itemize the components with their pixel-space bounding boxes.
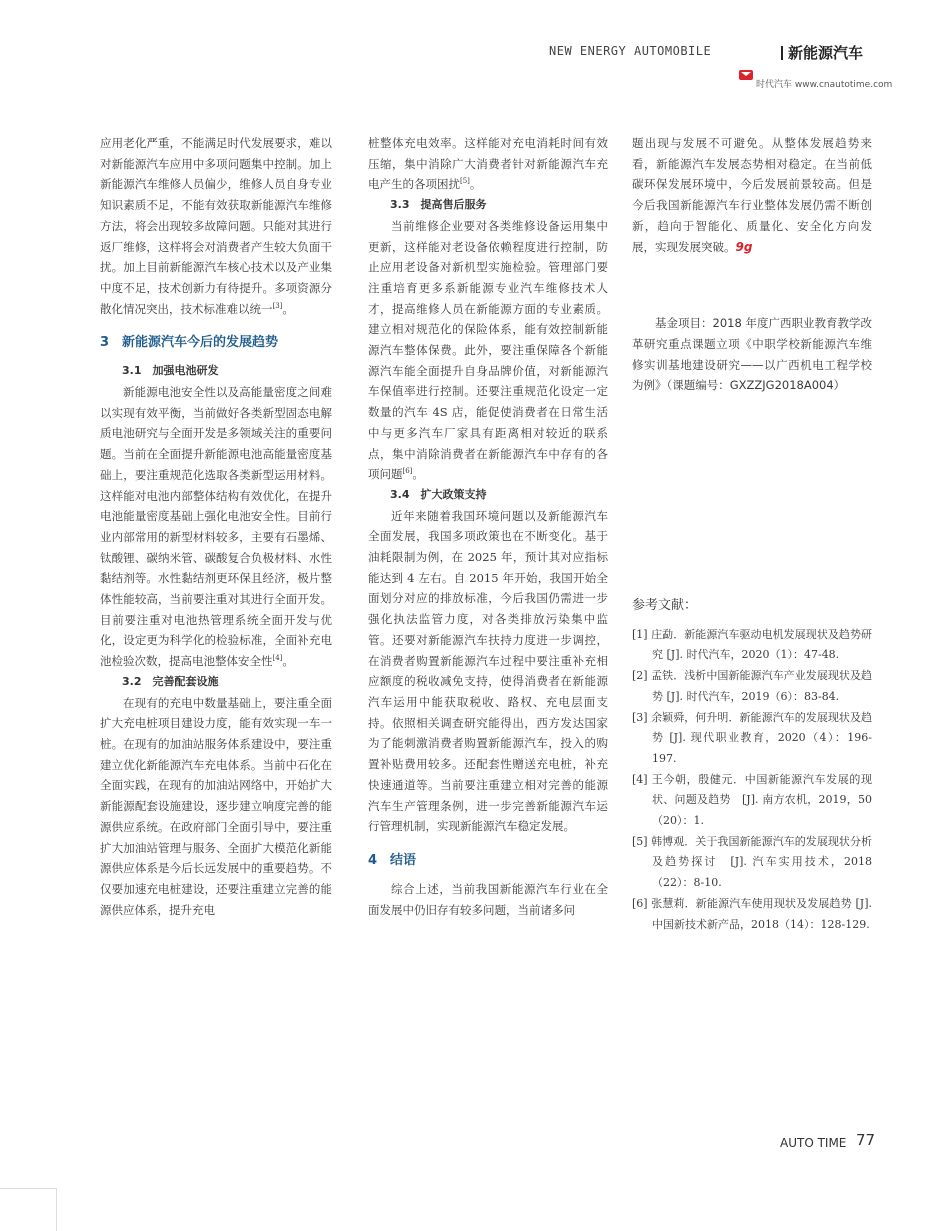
paragraph-end: 。 — [469, 177, 482, 192]
paragraph — [368, 216, 608, 485]
subsection-heading-3-3: 3.3 提高售后服务 — [390, 198, 487, 212]
subsection-heading-3-2: 3.2 完善配套设施 — [122, 674, 219, 688]
citation: [5] — [460, 177, 470, 186]
reference-item: [1] 庄勐．新能源汽车驱动电机发展现状及趋势研究 [J]. 时代汽车，2020（1）：47-48. — [632, 627, 872, 662]
paragraph-text: 当前维修企业要对各类维修设备运用集中更新，这样能对老设备依赖程度进行控制，防止应用老设备对新机型实施检验。管理部门要注重培育更多系新能源专业汽车维修技术人才，提高维修人员在新能源方面的专业素质。建立相对规范化的保险体系，能有效控制新能源汽车整体保费。此外，要注重保障各个新能源汽车能全面提升自身品牌价值，对新能源汽车保值率进行控制。还要注重规范化设定一定数量的汽车 4S 店，能促使消费者在日常生活中与更多汽车厂家具有距离相对较近的联系点，集中消除消费者在新能源汽车中存有的各项问题 — [368, 218, 608, 482]
paragraph — [100, 133, 332, 319]
paragraph-end: 。 — [282, 654, 294, 669]
page-number: 77 — [856, 1131, 876, 1149]
paragraph-text: 新能源电池安全性以及高能量密度之间难以实现有效平衡，当前做好各类新型固态电解质电池研究与全面开发是多领域关注的重要问题。当前在全面提升新能源电池高能量密度基础上，要注重规范化选取各类新型运用材料。这样能对电池内部整体结构有效优化，在提升电池能量密度基础上强化电池安全性。目前行业内部常用的新型材料较多，主要有石墨烯、钛酸锂、碳纳米管、碳酸复合负极材料、水性黏结剂等。水性黏结剂更环保且经济，极片整体性能较高，当前要注重对其进行全面开发。目前要注重对电池热管理系统全面开发与优化，设定更为科学化的检验标准，全面补充电池检验次数，提高电池整体安全性 — [100, 385, 332, 669]
paragraph-end: 。 — [412, 467, 424, 482]
reference-item: [5] 韩博观．关于我国新能源汽车的发展现状分析及趋势探讨 [J]. 汽车实用技术，2018（22）：8-10. — [632, 834, 872, 890]
paragraph — [100, 382, 332, 672]
section-heading-4: 4 结语 — [368, 852, 417, 868]
paragraph — [632, 133, 872, 257]
end-mark-icon: 9g — [735, 239, 753, 254]
header-divider — [781, 46, 783, 60]
header-site: 时代汽车 www.cnautotime.com — [756, 80, 893, 90]
references-title: 参考文献： — [632, 598, 698, 614]
subsection-heading-3-4: 3.4 扩大政策支持 — [390, 487, 487, 501]
paragraph-end: 。 — [282, 301, 294, 316]
paragraph: 近年来随着我国环境问题以及新能源汽车全面发展，我国多项政策也在不断变化。基于油耗限制为例，在 2025 年，预计其对应指标能达到 4 左右。自 2015 年开始，我国开始全面划分对应的排放标准，今后我国仍需进一步强化执法监管力度，对各类排放污染集中监管。还要对新能源汽车扶持力度进一步调控，在消费者购置新能源汽车过程中要注重补充相应额度的税收减免支持，使得消费者在新能源汽车运用中能获取税收、路权、充电层面支持。依照相关调查研究能得出，西方发达国家为了能刺激消费者购置新能源汽车，投入的购置补贴费用较多。还配套性赠送充电桩，补充快速通道等。当前要注重建立相对完善的能源汽车生产管理条例，进一步完善新能源汽车运行管理机制，实现新能源汽车稳定发展。 — [368, 508, 608, 834]
column-2 — [368, 133, 608, 920]
header-chinese-title: 新能源汽车 — [788, 44, 864, 62]
reference-item: [3] 余颖舜，何升明．新能源汽车的发展现状及趋势 [J]. 现代职业教育，2020（4）：196-197. — [632, 710, 872, 765]
paragraph: 综合上述，当前我国新能源汽车行业在全面发展中仍旧存有较多问题，当前诸多问 — [368, 881, 608, 917]
column-1 — [100, 133, 332, 920]
section-heading-3: 3 新能源汽车今后的发展趋势 — [100, 335, 279, 351]
fund-note: 基金项目：2018 年度广西职业教育教学改革研究重点课题立项《中职学校新能源汽车维修实训基地建设研究——以广西机电工程学校为例》（课题编号：GXZZJG2018A004） — [632, 316, 872, 393]
header-english-title: NEW ENERGY AUTOMOBILE — [549, 44, 712, 58]
mail-logo-icon — [739, 70, 753, 80]
reference-item: [6] 张慧莉．新能源汽车使用现状及发展趋势 [J]. 中国新技术新产品，2018（14）：128-129. — [632, 896, 872, 931]
citation: [6] — [402, 467, 413, 476]
citation: [4] — [272, 654, 283, 663]
reference-item: [2] 孟铁．浅析中国新能源汽车产业发展现状及趋势 [J]. 时代汽车，2019（6）：83-84. — [632, 669, 872, 703]
column-3 — [632, 133, 872, 935]
paragraph-text: 题出现与发展不可避免。从整体发展趋势来看，新能源汽车发展态势相对稳定。在当前低碳环保发展环境中，今后发展前景较高。但是今后我国新能源汽车行业整体发展仍需不断创新，趋向于智能化、质量化、安全化方向发展，实现发展突破。 — [632, 136, 872, 254]
paragraph-text: 应用老化严重，不能满足时代发展要求，难以对新能源汽车应用中多项问题集中控制。加上新能源汽车维修人员偏少，维修人员自身专业知识素质不足，不能有效获取新能源汽车维修方法，将会出现较多故障问题。只能对其进行返厂维修，这样将会对消费者产生较大负面干扰。加上目前新能源汽车核心技术以及产业集中度不足，技术创新力有待提升。多项资源分散化情况突出，技术标准难以统一 — [100, 136, 332, 316]
paragraph-text: 桩整体充电效率。这样能对充电消耗时间有效压缩，集中消除广大消费者针对新能源汽车充电产生的各项困扰 — [368, 136, 608, 192]
citation: [3] — [272, 301, 283, 310]
paragraph — [368, 133, 608, 195]
footer-brand: AUTO TIME — [780, 1136, 847, 1150]
subsection-heading-3-1: 3.1 加强电池研发 — [122, 364, 219, 378]
paragraph: 在现有的充电中数量基础上，要注重全面扩大充电桩项目建设力度，能有效实现一车一桩。在现有的加油站服务体系建设中，要注重建立优化新能源汽车充电体系。当前中石化在全面实践，在现有的加油站网络中，开始扩大新能源配套设施建设，逐步建立响度完善的能源供应系统。在政府部门全面引导中，要注重扩大加油站管理与服务、全面扩大模范化新能源供应体系是今后长远发展中的重要趋势。不仅要加速充电桩建设，还要注重建立完善的能源供应体系，提升充电 — [100, 695, 332, 917]
corner-mark — [0, 1188, 57, 1231]
reference-item: [4] 王今朝，殷健元．中国新能源汽车发展的现状、问题及趋势 [J]. 南方农机，2019，50（20）：1. — [632, 772, 872, 828]
